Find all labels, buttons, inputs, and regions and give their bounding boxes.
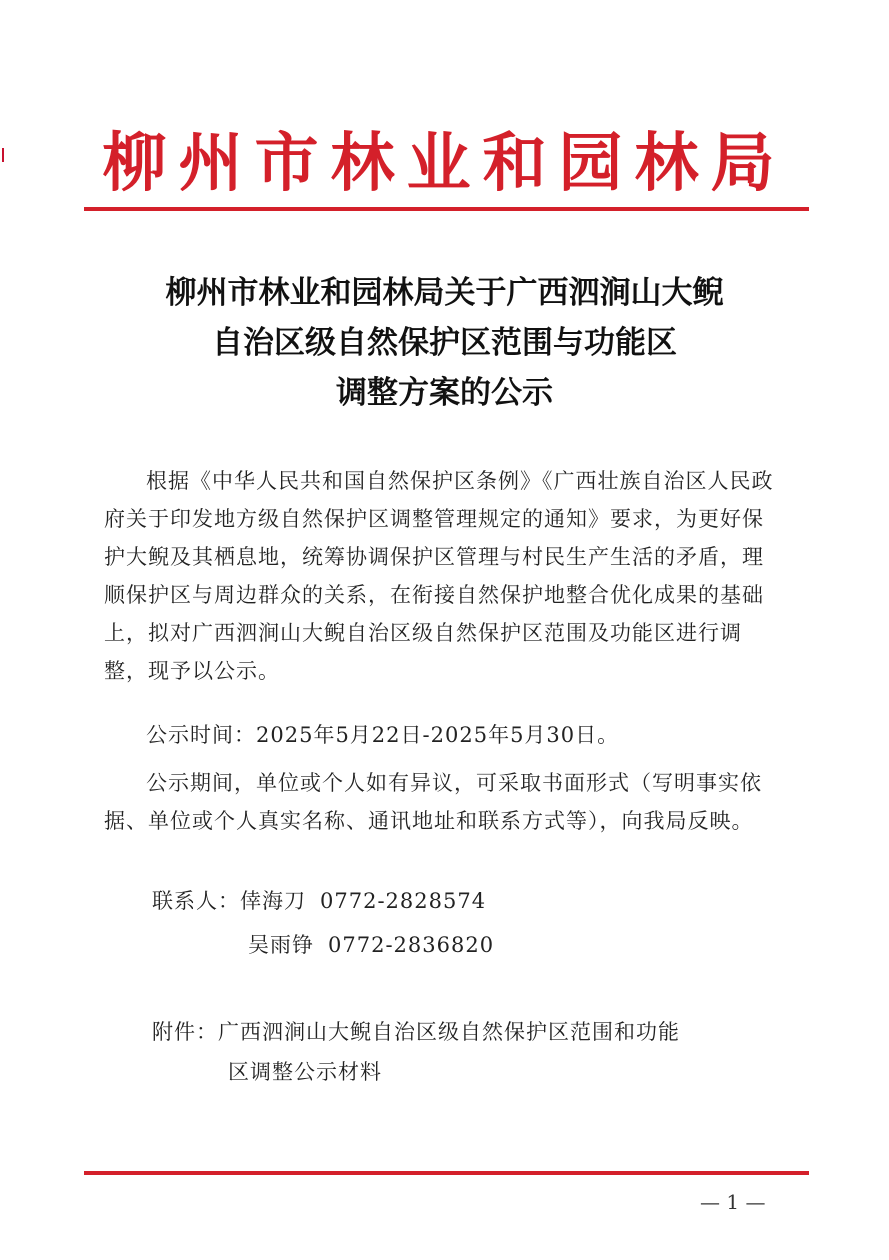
contact-name: 吴雨铮 — [248, 933, 314, 957]
contact-name: 倖海刀 — [240, 889, 306, 913]
contact-row-2 — [248, 926, 494, 964]
contact-label: 联系人： — [152, 889, 240, 913]
contact-phone: 0772-2836820 — [328, 933, 495, 957]
body-paragraph-objection: 公示期间，单位或个人如有异议，可采取书面形式（写明事实依据、单位或个人真实名称、通讯地址和联系方式等），向我局反映。 — [104, 771, 762, 833]
page-number: — 1 — — [700, 1190, 766, 1214]
attachment-label: 附件： — [152, 1020, 218, 1044]
agency-header: 柳州市林业和园林局 — [102, 126, 787, 201]
attachment-title-line-1: 广西泗涧山大鲵自治区级自然保护区范围和功能 — [218, 1020, 680, 1044]
document-title-line-3: 调整方案的公示 — [336, 375, 553, 411]
body-paragraph-period: 公示时间：2025年5月22日-2025年5月30日。 — [146, 723, 620, 747]
document-title-line-1: 柳州市林业和园林局关于广西泗涧山大鲵 — [165, 275, 724, 311]
document-title-line-2: 自治区级自然保护区范围与功能区 — [212, 325, 677, 361]
document-title — [0, 268, 889, 418]
header-red-rule — [84, 207, 809, 211]
contact-row-1 — [152, 882, 486, 920]
body-paragraph-basis: 根据《中华人民共和国自然保护区条例》《广西壮族自治区人民政府关于印发地方级自然保护区调整管理规定的通知》要求，为更好保护大鲵及其栖息地，统筹协调保护区管理与村民生产生活的矛盾，理顺保护区与周边群众的关系，在衔接自然保护地整合优化成果的基础上，拟对广西泗涧山大鲵自治区级自然保护区范围及功能区进行调整，现予以公示。 — [104, 469, 774, 683]
attachment-title-line-2: 区调整公示材料 — [228, 1060, 382, 1084]
attachment-block — [152, 1012, 680, 1084]
footer-red-rule — [84, 1171, 809, 1175]
contact-phone: 0772-2828574 — [320, 889, 487, 913]
